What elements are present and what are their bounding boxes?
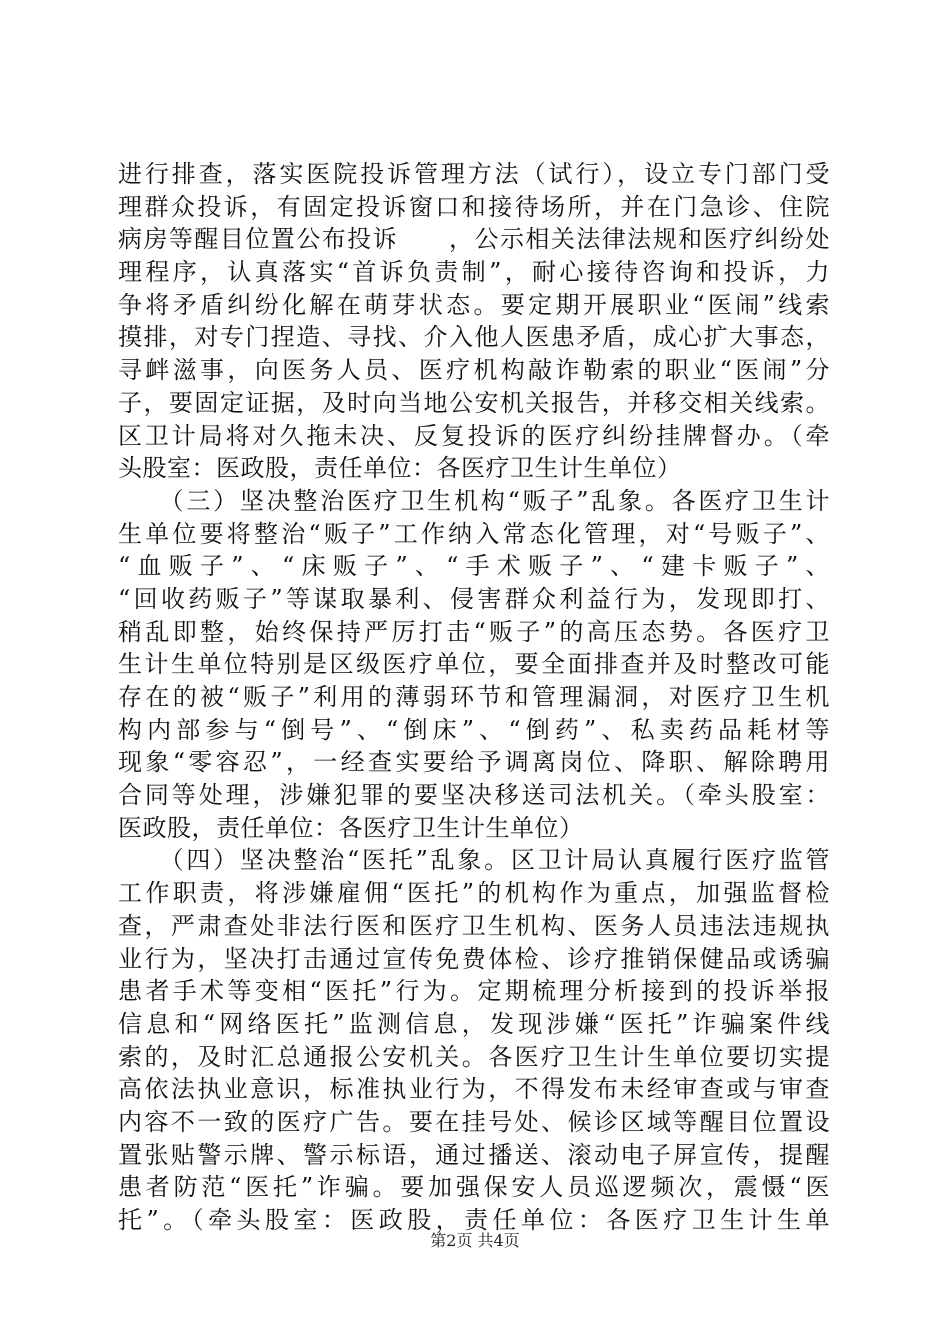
- page-footer: 第2页 共4页: [430, 1231, 520, 1250]
- text-line: 摸排，对专门捏造、寻找、介入他人医患矛盾，成心扩大事态，: [118, 323, 830, 352]
- text-line: 理程序，认真落实“首诉负责制”，耐心接待咨询和投诉，力: [118, 258, 830, 287]
- text-line: 构内部参与“倒号”、“倒床”、“倒药”、私卖药品耗材等: [118, 715, 830, 744]
- text-line: 寻衅滋事，向医务人员、医疗机构敲诈勒索的职业“医闹”分: [118, 356, 830, 385]
- text-line: 稍乱即整，始终保持严厉打击“贩子”的高压态势。各医疗卫: [118, 617, 830, 646]
- text-line: 索的，及时汇总通报公安机关。各医疗卫生计生单位要切实提: [118, 1042, 830, 1071]
- text-line: 区卫计局将对久拖未决、反复投诉的医疗纠纷挂牌督办。（牵: [118, 421, 830, 450]
- text-line: 置张贴警示牌、警示标语，通过播送、滚动电子屏宣传，提醒: [118, 1140, 830, 1169]
- text-line: 现象“零容忍”，一经查实要给予调离岗位、降职、解除聘用: [118, 748, 830, 777]
- text-line: 托”。（牵头股室：医政股，责任单位：各医疗卫生计生单: [118, 1206, 830, 1234]
- text-line: 内容不一致的医疗广告。要在挂号处、候诊区域等醒目位置设: [118, 1107, 830, 1136]
- text-line: 病房等醒目位置公布投诉 ，公示相关法律法规和医疗纠纷处: [118, 225, 830, 254]
- text-line: 子，要固定证据，及时向当地公安机关报告，并移交相关线索。: [118, 388, 830, 417]
- text-line: 理群众投诉，有固定投诉窗口和接待场所，并在门急诊、住院: [118, 192, 830, 221]
- text-line: 患者防范“医托”诈骗。要加强保安人员巡逻频次，震慑“医: [118, 1173, 830, 1202]
- text-line: 医政股，责任单位：各医疗卫生计生单位）: [118, 813, 584, 842]
- body-text: [118, 158, 830, 1237]
- text-line: 生计生单位特别是区级医疗单位，要全面排查并及时整改可能: [118, 650, 830, 679]
- text-line: 患者手术等变相“医托”行为。定期梳理分析接到的投诉举报: [118, 977, 830, 1006]
- text-line: “血贩子”、“床贩子”、“手术贩子”、“建卡贩子”、: [118, 552, 830, 581]
- text-line: 进行排查，落实医院投诉管理方法（试行），设立专门部门受: [118, 160, 830, 188]
- text-line: 查，严肃查处非法行医和医疗卫生机构、医务人员违法违规执: [118, 911, 830, 940]
- text-line: 高依法执业意识，标准执业行为，不得发布未经审查或与审查: [118, 1075, 830, 1104]
- text-line: 生单位要将整治“贩子”工作纳入常态化管理，对“号贩子”、: [118, 519, 830, 548]
- text-line: “回收药贩子”等谋取暴利、侵害群众利益行为，发现即打、: [118, 584, 830, 613]
- text-line: 业行为，坚决打击通过宣传免费体检、诊疗推销保健品或诱骗: [118, 944, 830, 973]
- text-line: 争将矛盾纠纷化解在萌芽状态。要定期开展职业“医闹”线索: [118, 290, 830, 319]
- text-line: （四）坚决整治“医托”乱象。区卫计局认真履行医疗监管: [118, 846, 830, 875]
- text-line: 工作职责，将涉嫌雇佣“医托”的机构作为重点，加强监督检: [118, 879, 830, 908]
- text-line: （三）坚决整治医疗卫生机构“贩子”乱象。各医疗卫生计: [118, 486, 830, 515]
- text-line: 存在的被“贩子”利用的薄弱环节和管理漏洞，对医疗卫生机: [118, 683, 830, 711]
- text-line: 信息和“网络医托”监测信息，发现涉嫌“医托”诈骗案件线: [118, 1009, 830, 1038]
- text-line: 合同等处理，涉嫌犯罪的要坚决移送司法机关。（牵头股室：: [118, 781, 830, 810]
- text-line: 头股室：医政股，责任单位：各医疗卫生计生单位）: [118, 454, 682, 483]
